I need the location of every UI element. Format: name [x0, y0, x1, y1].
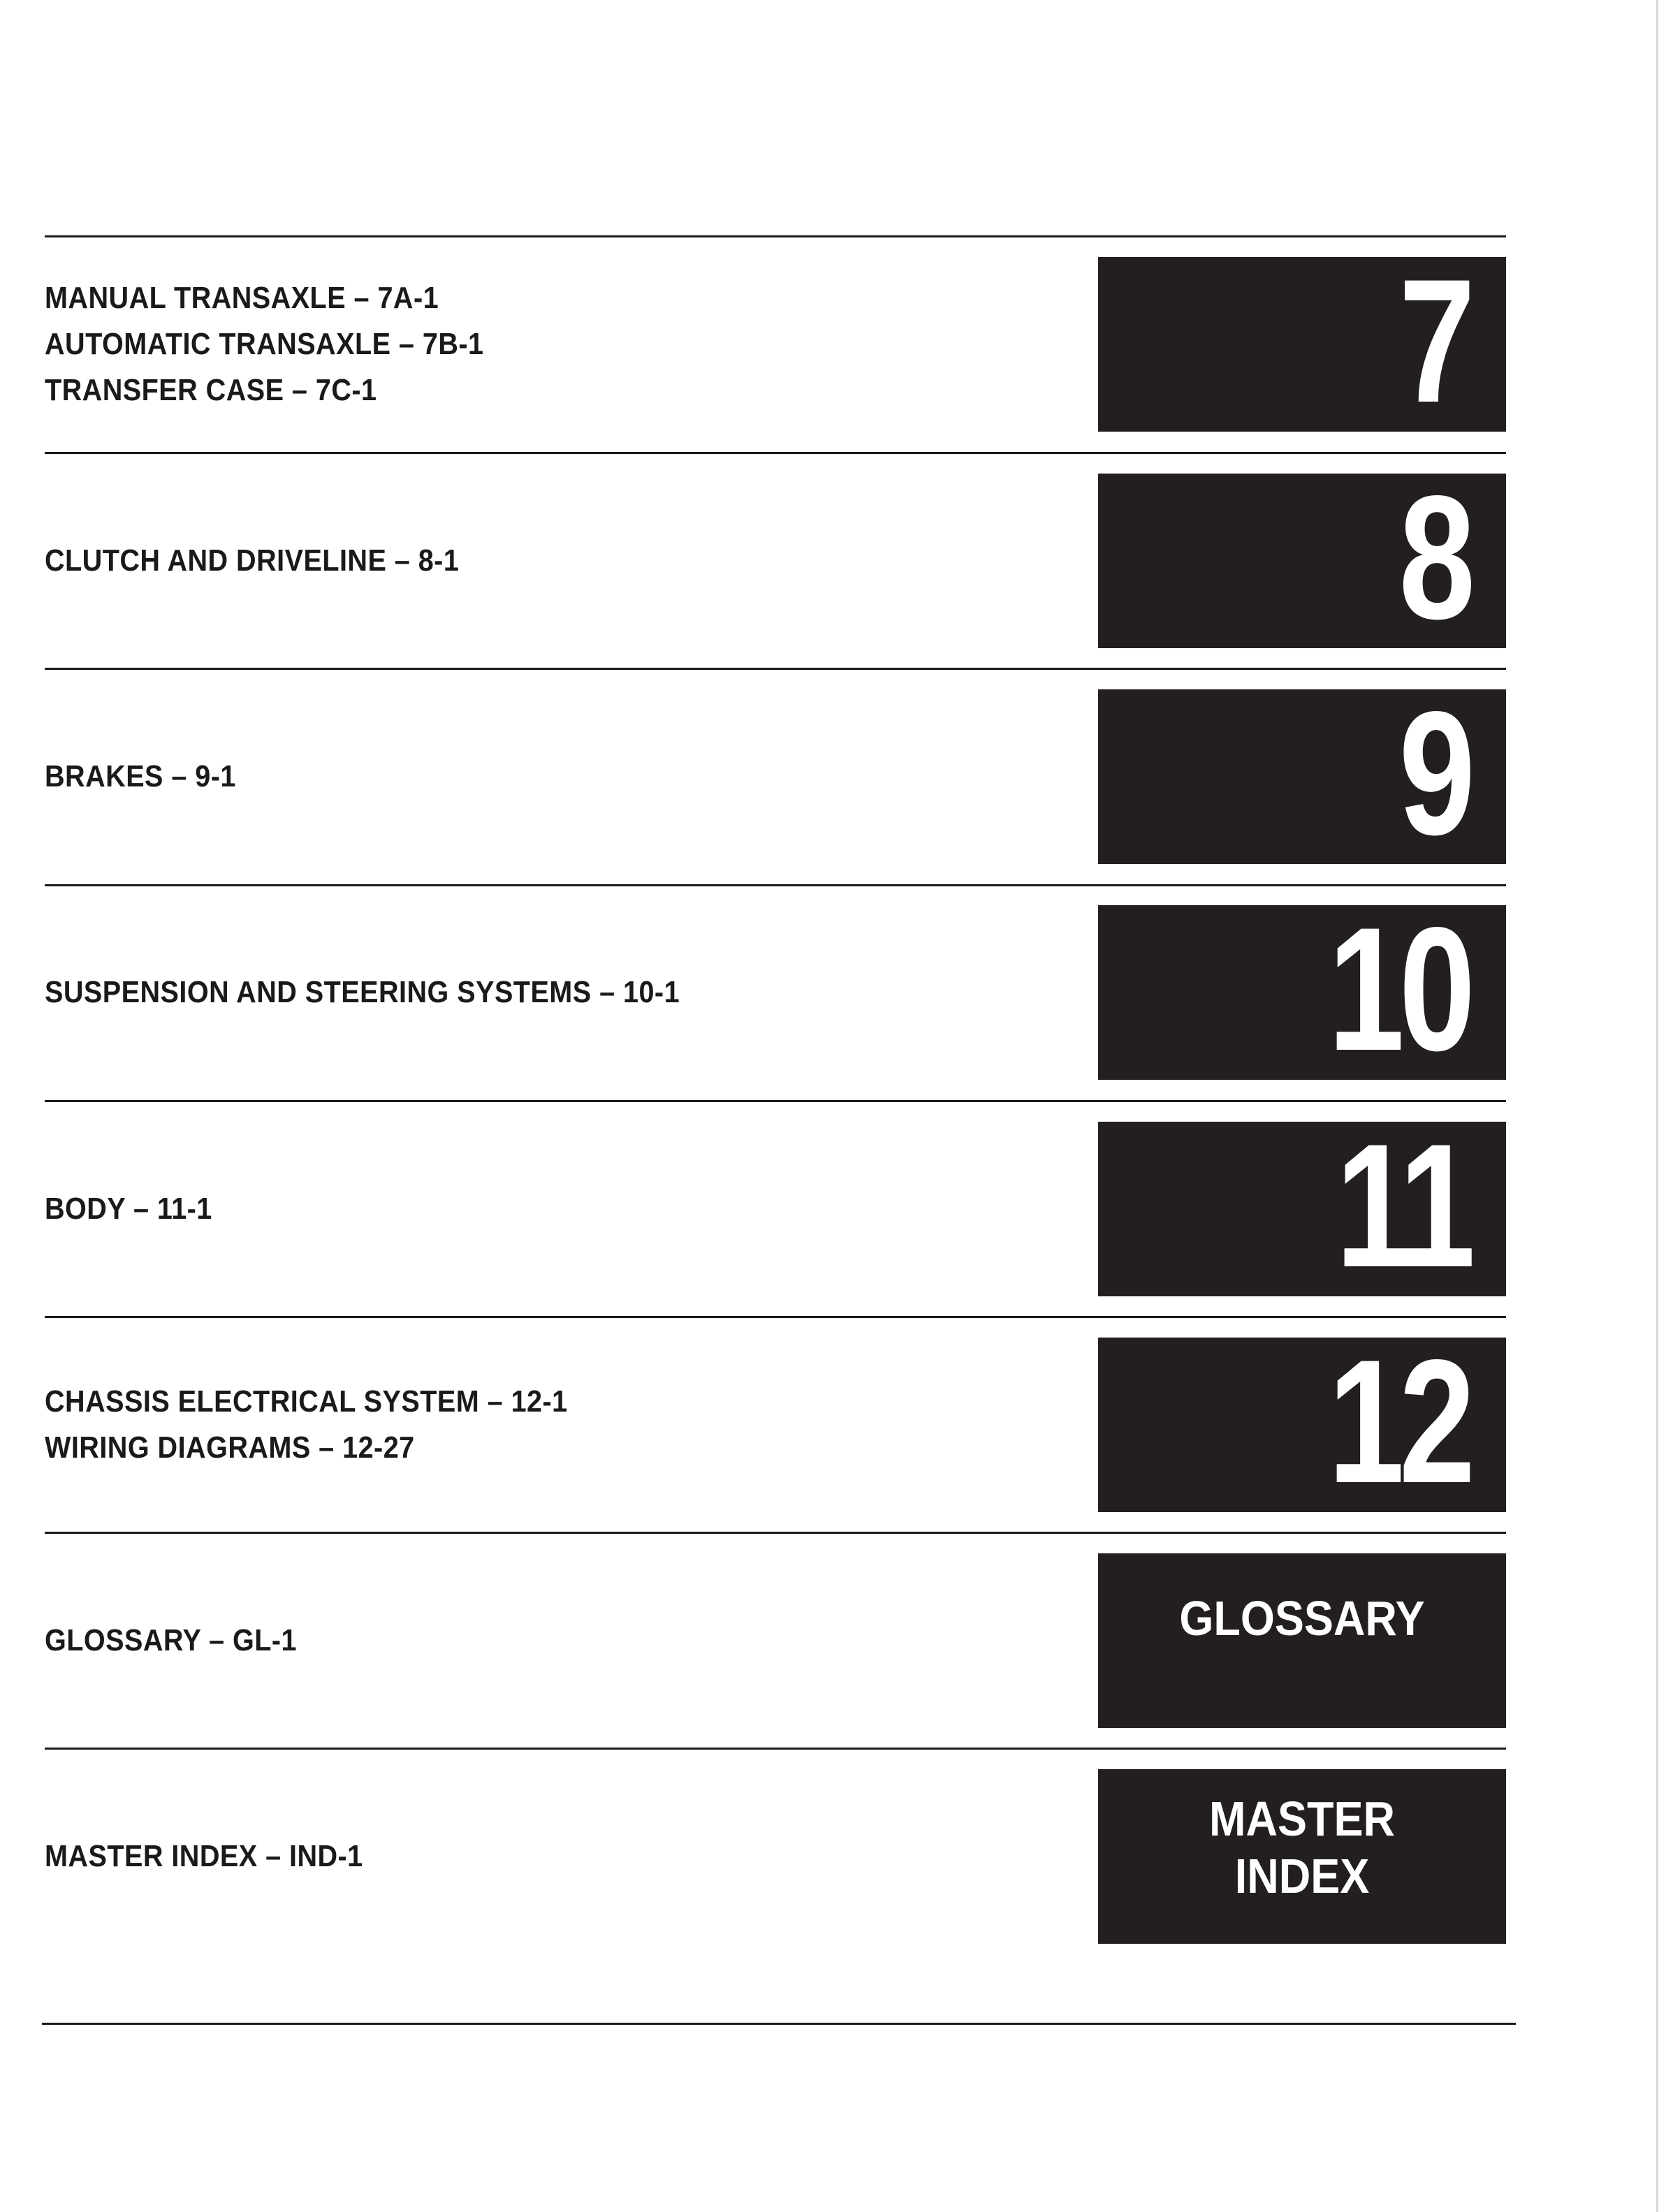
section-entry-clutch-driveline[interactable]: CLUTCH AND DRIVELINE – 8-1	[45, 543, 460, 578]
section-tab-glossary[interactable]	[1098, 1553, 1506, 1728]
section-label[interactable]	[45, 1769, 925, 1944]
bottom-divider-rule	[42, 2023, 1516, 2025]
section-entry-wiring-diagrams[interactable]: WIRING DIAGRAMS – 12-27	[45, 1430, 415, 1465]
section-label[interactable]	[45, 257, 925, 432]
divider-rule	[45, 1748, 1506, 1750]
tab-number: 11	[1335, 1122, 1470, 1296]
section-label[interactable]	[45, 905, 925, 1080]
section-entry-chassis-electrical[interactable]: CHASSIS ELECTRICAL SYSTEM – 12-1	[45, 1384, 568, 1419]
section-label[interactable]	[45, 1338, 925, 1512]
section-label[interactable]	[45, 474, 925, 648]
section-entry-transfer-case[interactable]: TRANSFER CASE – 7C-1	[45, 373, 377, 407]
section-entry-manual-transaxle[interactable]: MANUAL TRANSAXLE – 7A-1	[45, 281, 439, 315]
tab-word: INDEX	[1234, 1849, 1370, 1903]
section-glossary	[45, 1553, 1506, 1749]
divider-rule	[45, 235, 1506, 237]
section-7	[45, 257, 1506, 453]
section-8	[45, 474, 1506, 669]
section-tab-11[interactable]	[1098, 1122, 1506, 1296]
section-entry-body[interactable]: BODY – 11-1	[45, 1192, 212, 1226]
divider-rule	[45, 452, 1506, 454]
section-tab-7[interactable]	[1098, 257, 1506, 432]
tab-number: 9	[1398, 689, 1470, 864]
divider-rule	[45, 1316, 1506, 1318]
section-entry-master-index[interactable]: MASTER INDEX – IND-1	[45, 1839, 363, 1873]
section-label[interactable]	[45, 1122, 925, 1296]
page-edge	[1656, 0, 1658, 2212]
section-9	[45, 689, 1506, 885]
section-tab-8[interactable]	[1098, 474, 1506, 648]
section-10	[45, 905, 1506, 1101]
tab-number: 8	[1398, 474, 1470, 648]
section-tab-12[interactable]	[1098, 1338, 1506, 1512]
section-entry-automatic-transaxle[interactable]: AUTOMATIC TRANSAXLE – 7B-1	[45, 327, 484, 361]
section-entry-glossary[interactable]: GLOSSARY – GL-1	[45, 1623, 298, 1657]
section-tab-master-index[interactable]	[1098, 1769, 1506, 1944]
section-tab-9[interactable]	[1098, 689, 1506, 864]
divider-rule	[45, 884, 1506, 886]
tab-word: MASTER	[1208, 1792, 1396, 1846]
section-label[interactable]	[45, 1553, 925, 1728]
section-entry-suspension-steering[interactable]: SUSPENSION AND STEERING SYSTEMS – 10-1	[45, 975, 680, 1009]
tab-number: 12	[1327, 1338, 1470, 1512]
section-tab-10[interactable]	[1098, 905, 1506, 1080]
section-label[interactable]	[45, 689, 925, 864]
divider-rule	[45, 1532, 1506, 1534]
section-master-index	[45, 1769, 1506, 1965]
tab-word: GLOSSARY	[1179, 1591, 1425, 1646]
section-11	[45, 1122, 1506, 1317]
tab-number: 7	[1398, 257, 1470, 432]
section-12	[45, 1338, 1506, 1533]
divider-rule	[45, 1100, 1506, 1102]
divider-rule	[45, 668, 1506, 670]
section-entry-brakes[interactable]: BRAKES – 9-1	[45, 759, 236, 793]
tab-number: 10	[1327, 905, 1470, 1080]
